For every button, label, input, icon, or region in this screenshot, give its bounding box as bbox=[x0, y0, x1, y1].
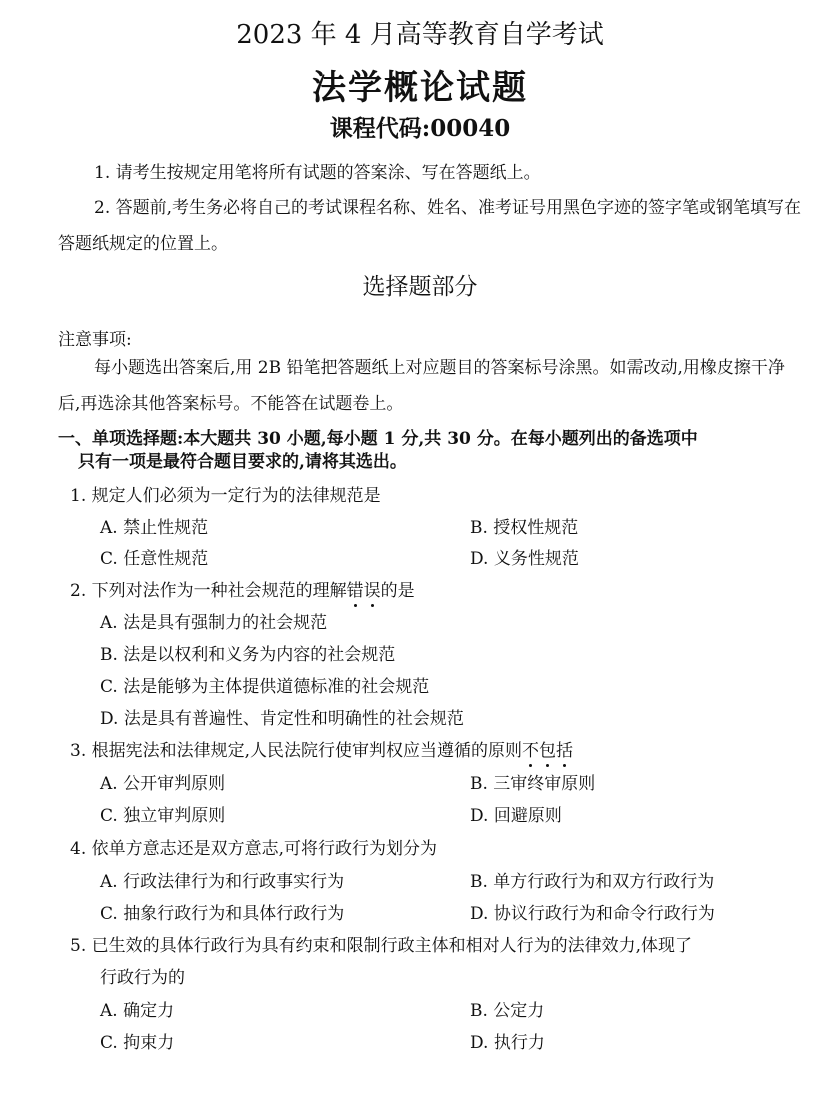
question-3-stem bbox=[70, 738, 810, 764]
question-3-stem-text: 3. 根据宪法和法律规定,人民法院行使审判权应当遵循的原则 bbox=[70, 741, 523, 761]
part-heading-line2: 只有一项是最符合题目要求的,请将其选出。 bbox=[78, 452, 407, 472]
question-4-option-d: D. 协议行政行为和命令行政行为 bbox=[470, 904, 715, 924]
question-1-stem: 1. 规定人们必须为一定行为的法律规范是 bbox=[70, 486, 381, 506]
question-2-option-c: C. 法是能够为主体提供道德标准的社会规范 bbox=[100, 677, 430, 697]
question-4-option-a: A. 行政法律行为和行政事实行为 bbox=[100, 872, 345, 892]
course-code: 课程代码:00040 bbox=[329, 115, 511, 142]
question-3-emphasis-char: 括 bbox=[556, 738, 573, 764]
question-2-stem bbox=[70, 578, 810, 604]
instruction-2: 2. 答题前,考生务必将自己的考试课程名称、姓名、准考证号用黑色字迹的签字笔或钢笔填写在答题纸规定的位置上。 bbox=[58, 198, 802, 254]
question-5-option-c: C. 拘束力 bbox=[100, 1033, 175, 1053]
question-2-emphasis-char: 错 bbox=[347, 578, 364, 604]
part-heading-line1: 一、单项选择题:本大题共 30 小题,每小题 1 分,共 30 分。在每小题列出的备选项中 bbox=[58, 429, 698, 449]
question-5-option-b: B. 公定力 bbox=[470, 1001, 545, 1021]
question-3-emphasis-char: 不 bbox=[522, 738, 539, 764]
question-5-stem-line2: 行政行为的 bbox=[100, 968, 185, 988]
question-1-option-b: B. 授权性规范 bbox=[470, 518, 579, 538]
question-4-option-c: C. 抽象行政行为和具体行政行为 bbox=[100, 904, 345, 924]
part-heading bbox=[58, 428, 803, 474]
question-3-option-d: D. 回避原则 bbox=[470, 806, 562, 826]
question-4-stem: 4. 依单方意志还是双方意志,可将行政行为划分为 bbox=[70, 839, 438, 859]
question-5-stem: 5. 已生效的具体行政行为具有约束和限制行政主体和相对人行为的法律效力,体现了 bbox=[70, 936, 693, 956]
question-2-option-a: A. 法是具有强制力的社会规范 bbox=[100, 613, 328, 633]
notes-text: 每小题选出答案后,用 2B 铅笔把答题纸上对应题目的答案标号涂黑。如需改动,用橡皮擦干净后,再选涂其他答案标号。不能答在试题卷上。 bbox=[58, 358, 785, 414]
exam-subject-title: 法学概论试题 bbox=[312, 68, 528, 108]
question-5-option-a: A. 确定力 bbox=[100, 1001, 175, 1021]
exam-session-title: 2023 年 4 月高等教育自学考试 bbox=[236, 20, 604, 50]
question-2-stem-text: 2. 下列对法作为一种社会规范的理解 bbox=[70, 581, 347, 601]
section-title: 选择题部分 bbox=[362, 274, 478, 300]
notes-heading: 注意事项: bbox=[58, 330, 132, 350]
question-4-option-b: B. 单方行政行为和双方行政行为 bbox=[470, 872, 715, 892]
question-3-option-c: C. 独立审判原则 bbox=[100, 806, 226, 826]
question-5-option-d: D. 执行力 bbox=[470, 1033, 545, 1053]
question-1-option-d: D. 义务性规范 bbox=[470, 549, 579, 569]
question-2-option-d: D. 法是具有普遍性、肯定性和明确性的社会规范 bbox=[100, 709, 464, 729]
question-1-option-a: A. 禁止性规范 bbox=[100, 518, 209, 538]
question-3-option-a: A. 公开审判原则 bbox=[100, 774, 226, 794]
question-3-option-b: B. 三审终审原则 bbox=[470, 774, 596, 794]
question-1-option-c: C. 任意性规范 bbox=[100, 549, 209, 569]
question-2-stem-tail: 的是 bbox=[380, 581, 415, 601]
instruction-1: 1. 请考生按规定用笔将所有试题的答案涂、写在答题纸上。 bbox=[94, 163, 541, 183]
question-2-option-b: B. 法是以权利和义务为内容的社会规范 bbox=[100, 645, 396, 665]
question-3-emphasis-char: 包 bbox=[539, 738, 556, 764]
question-2-emphasis-char: 误 bbox=[364, 578, 381, 604]
